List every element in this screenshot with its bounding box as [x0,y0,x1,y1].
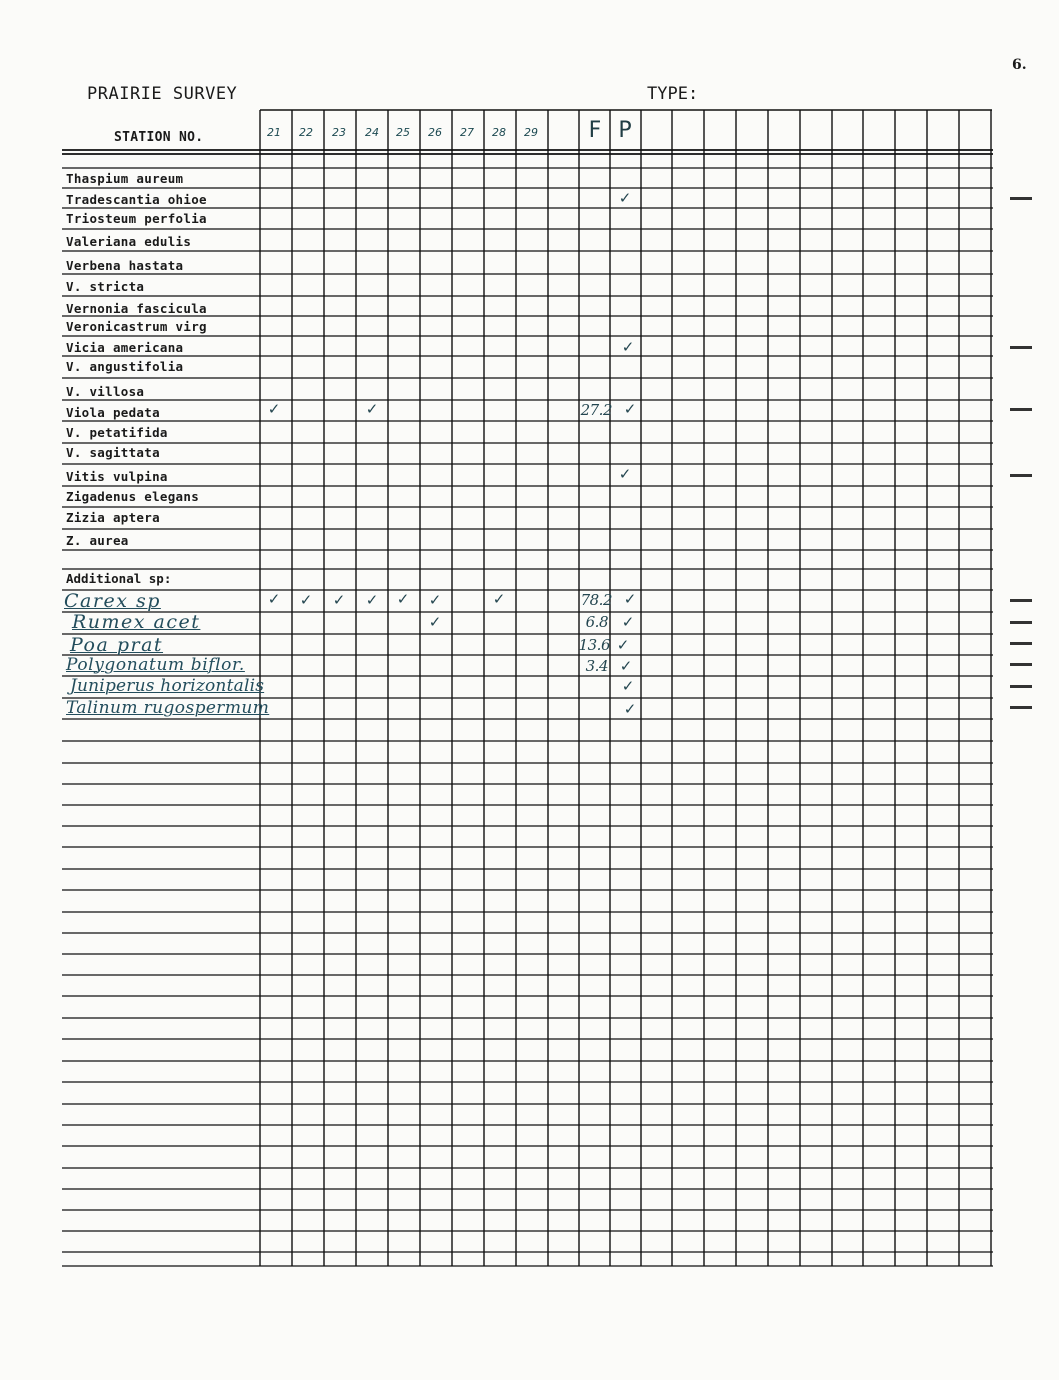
check-mark: ✓ [492,590,506,608]
column-header: 24 [365,126,379,139]
column-header: 25 [396,126,410,139]
page-title: PRAIRIE SURVEY [87,84,238,104]
check-mark: ✓ [618,465,632,483]
species-label: V. villosa [66,384,145,399]
species-label: Verbena hastata [66,258,184,273]
check-mark: ✓ [428,613,442,631]
column-header-p: P [618,118,632,143]
column-header: 28 [492,126,506,139]
margin-mark [1010,621,1032,624]
check-mark: ✓ [623,590,637,608]
check-mark: ✓ [267,400,281,418]
column-header: 23 [332,126,346,139]
column-header: 29 [524,126,538,139]
column-header: 27 [460,126,474,139]
species-label: V. stricta [66,279,145,294]
margin-mark [1010,663,1032,666]
check-mark: ✓ [299,591,313,609]
species-label: V. angustifolia [66,359,184,374]
frequency-value: 6.8 [585,613,608,631]
additional-species-label: Additional sp: [66,571,172,586]
handwritten-species: Rumex acet [72,611,201,633]
check-mark: ✓ [332,591,346,609]
page-number: 6. [1012,57,1027,73]
species-label: Zizia aptera [66,510,160,525]
margin-mark [1010,197,1032,200]
handwritten-species: Polygonatum biflor. [66,655,245,675]
species-label: V. petatifida [66,425,168,440]
check-mark: ✓ [623,700,637,718]
species-label: Viola pedata [66,405,160,420]
column-header-f: F [588,118,602,143]
species-label: Vicia americana [66,340,184,355]
margin-mark [1010,346,1032,349]
handwritten-species: Poa prat [70,634,164,656]
column-header: 26 [428,126,442,139]
check-mark: ✓ [621,613,635,631]
handwritten-species: Carex sp [64,590,161,612]
species-label: Zigadenus elegans [66,489,200,504]
check-mark: ✓ [396,590,410,608]
handwritten-species: Talinum rugospermum [66,698,270,718]
species-label: Vernonia fascicula [66,301,207,316]
check-mark: ✓ [619,657,633,675]
species-label: Triosteum perfolia [66,211,207,226]
check-mark: ✓ [428,591,442,609]
check-mark: ✓ [623,400,637,418]
type-label: TYPE: [647,84,699,104]
station-label: STATION NO. [114,130,204,145]
column-header: 21 [267,126,281,139]
species-label: Valeriana edulis [66,234,192,249]
frequency-value: 3.4 [585,657,608,675]
frequency-value: 78.2 [580,591,612,609]
species-label: Veronicastrum virg [66,319,207,334]
margin-mark [1010,706,1032,709]
frequency-value: 27.2 [580,401,612,419]
species-label: Vitis vulpina [66,469,168,484]
check-mark: ✓ [621,677,635,695]
margin-mark [1010,474,1032,477]
margin-mark [1010,408,1032,411]
margin-mark [1010,642,1032,645]
check-mark: ✓ [621,338,635,356]
handwritten-species: Juniperus horizontalis [70,676,265,696]
species-label: V. sagittata [66,445,160,460]
check-mark: ✓ [365,591,379,609]
species-label: Tradescantia ohioe [66,192,207,207]
check-mark: ✓ [618,189,632,207]
margin-mark [1010,685,1032,688]
species-label: Z. aurea [66,533,129,548]
frequency-value: 13.6 [578,636,610,654]
check-mark: ✓ [616,636,630,654]
check-mark: ✓ [365,400,379,418]
margin-mark [1010,599,1032,602]
check-mark: ✓ [267,590,281,608]
column-header: 22 [299,126,313,139]
species-label: Thaspium aureum [66,171,184,186]
